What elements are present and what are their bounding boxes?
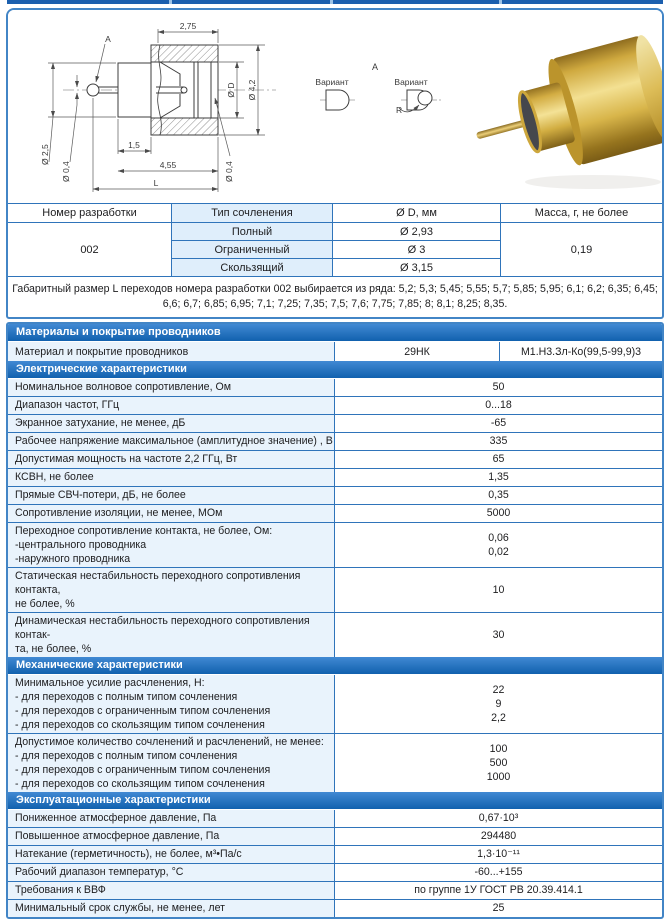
spec-value: [335, 613, 662, 657]
spec-value-line: 30: [492, 629, 505, 641]
spec-value: [335, 846, 662, 863]
spec-label-line: Материал и покрытие проводников: [15, 345, 189, 358]
diameter-cell: Ø 2,93: [332, 222, 500, 240]
spec-row: [8, 468, 662, 486]
section-header: Материалы и покрытие проводников: [8, 324, 662, 341]
radius-label: R: [396, 105, 403, 115]
spec-label-line: Натекание (герметичность), не более, м³•Па/с: [15, 848, 242, 860]
diameter-cell: Ø 3,15: [332, 258, 500, 276]
section-header: Механические характеристики: [8, 657, 662, 674]
variant-2-radius-circle: [418, 91, 432, 105]
spec-value-line: 0,67·10³: [478, 812, 519, 824]
table1-header: Ø D, мм: [332, 204, 500, 222]
spec-value-line: 2,2: [491, 712, 506, 724]
spec-value-line: -65: [490, 417, 507, 429]
spec-value-line: 65: [492, 453, 505, 465]
spec-row: [8, 504, 662, 522]
spec-value: [335, 451, 662, 468]
spec-label-line: Требования к ВВФ: [15, 884, 106, 896]
dim-455: 4,55: [159, 160, 177, 170]
spec-value-line: 5000: [486, 507, 511, 519]
spec-label: [8, 397, 335, 414]
spec-label-line: Минимальный срок службы, не менее, лет: [15, 902, 225, 914]
spec-label-line: Статическая нестабильность переходного сопротивления контакта,: [15, 570, 301, 596]
spec-label-line: Динамическая нестабильность переходного сопротивления контак-: [15, 615, 310, 641]
spec-value-line: 50: [492, 381, 505, 393]
spec-row: [8, 396, 662, 414]
spec-label: [8, 487, 335, 504]
spec-value-line: 0,02: [488, 546, 509, 558]
spec-label: [8, 568, 335, 612]
dimensions-table: [8, 203, 662, 276]
size-note-line1: Габаритный размер L переходов номера разработки 002 выбирается из ряда: 5,2; 5,3; 5,45; 5,55; 5,7; 5,85; 5,95; 6,1; 6,2; 6,35; 6,45;: [12, 283, 658, 295]
variant-1-label: Вариант: [315, 77, 349, 87]
spec-value: [335, 433, 662, 450]
dim-275: 2,75: [179, 21, 197, 31]
spec-value-line: 0...18: [485, 399, 512, 411]
variant-1-shape: [326, 90, 349, 110]
spec-label: [8, 846, 335, 863]
spec-row: [8, 827, 662, 845]
spec-value: М1.Н3.Зл-Ко(99,5-99,9)3: [520, 345, 642, 358]
spec-value: [335, 505, 662, 522]
spec-value-line: 1,3·10⁻¹¹: [477, 848, 520, 860]
spec-values: [335, 342, 662, 361]
mass-cell: 0,19: [500, 222, 662, 276]
spec-row: [8, 809, 662, 827]
dim-04-left: Ø 0,4: [61, 161, 71, 182]
spec-value: [335, 810, 662, 827]
spec-label-line: Переходное сопротивление контакта, не более, Ом:: [15, 525, 273, 537]
variant-2-label: Вариант: [394, 77, 428, 87]
spec-row: [8, 863, 662, 881]
adapter-section-view: [63, 45, 276, 135]
spec-value: [335, 828, 662, 845]
spec-value-line: 1,35: [488, 471, 509, 483]
spec-label: [8, 523, 335, 567]
spec-value: [335, 397, 662, 414]
section-header: Эксплуатационные характеристики: [8, 792, 662, 809]
spec-value: [335, 379, 662, 396]
size-note-line2: 6,6; 6,7; 6,85; 6,95; 7,1; 7,25; 7,35; 7,5; 7,6; 7,75; 7,85; 8; 8,1; 8,25; 8,35.: [162, 298, 508, 310]
spec-label: [8, 613, 335, 657]
dim-25: Ø 2,5: [40, 144, 50, 165]
spec-value: [335, 900, 662, 917]
view-a-label: А: [105, 34, 111, 44]
spec-label: [8, 379, 335, 396]
spec-row: [8, 450, 662, 468]
spec-value-line: 22: [492, 684, 505, 696]
spec-row: [8, 522, 662, 567]
spec-row: [8, 341, 662, 361]
spec-label: [8, 864, 335, 881]
spec-value-line: 10: [492, 584, 505, 596]
spec-value-line: 294480: [480, 830, 517, 842]
spec-value: [335, 882, 662, 899]
spec-label-line: - для переходов с полным типом сочленения: [15, 750, 238, 762]
spec-label-line: не более, %: [15, 598, 75, 610]
spec-value-line: 25: [492, 902, 505, 914]
table1-header: Номер разработки: [42, 207, 137, 219]
spec-value: [335, 734, 662, 792]
dim-04-right: Ø 0,4: [224, 161, 234, 182]
spec-value-line: 9: [495, 698, 502, 710]
diameter-cell: Ø 3: [332, 240, 500, 258]
spec-label-line: - для переходов с ограниченным типом сочленения: [15, 705, 271, 717]
spec-value: [335, 523, 662, 567]
spec-row: [8, 414, 662, 432]
spec-label-line: Повышенное атмосферное давление, Па: [15, 830, 220, 842]
dim-15: 1,5: [128, 140, 140, 150]
spec-value: [335, 487, 662, 504]
variant-views: [315, 62, 443, 115]
spec-value-line: 0,06: [488, 532, 509, 544]
spec-label: [8, 469, 335, 486]
table1-header: Тип сочленения: [171, 204, 332, 222]
size-note: [8, 276, 662, 317]
spec-label-line: - для переходов со скользящим типом сочленения: [15, 778, 265, 790]
spec-row: [8, 845, 662, 863]
spec-value: [335, 864, 662, 881]
variant-view-a-label: А: [371, 62, 379, 72]
dim-d: Ø D: [226, 82, 236, 98]
spec-label: [8, 675, 335, 733]
spec-value: [335, 675, 662, 733]
spec-label-line: Диапазон частот, ГГц: [15, 399, 120, 411]
spec-label: [8, 451, 335, 468]
spec-value: [335, 415, 662, 432]
spec-row: [8, 881, 662, 899]
spec-label-line: Рабочий диапазон температур, °С: [15, 866, 184, 878]
spec-label-line: - для переходов с ограниченным типом сочленения: [15, 764, 271, 776]
coupling-type-cell: Скользящий: [171, 258, 332, 276]
spec-row: [8, 899, 662, 917]
spec-value-line: -60...+155: [474, 866, 523, 878]
spec-label-line: -наружного проводника: [15, 553, 131, 565]
spec-label-line: -центрального проводника: [15, 539, 147, 551]
spec-label-line: Номинальное волновое сопротивление, Ом: [15, 381, 231, 393]
coupling-type-cell: Ограниченный: [171, 240, 332, 258]
dim-l: L: [153, 178, 159, 188]
spec-label-line: Сопротивление изоляции, не менее, МОм: [15, 507, 223, 519]
section-header: Электрические характеристики: [8, 361, 662, 378]
coupling-type-cell: Полный: [171, 222, 332, 240]
spec-label-line: Рабочее напряжение максимальное (амплитудное значение) , В: [15, 435, 333, 447]
spec-label-line: Экранное затухание, не менее, дБ: [15, 417, 186, 429]
technical-drawing-area: [8, 10, 662, 203]
cropped-table-edge: [7, 0, 663, 4]
spec-label: [8, 810, 335, 827]
spec-label: [8, 342, 335, 361]
spec-value: [335, 568, 662, 612]
spec-table: [6, 322, 664, 919]
spec-label-line: Допустимая мощность на частоте 2,2 ГГц, Вт: [15, 453, 238, 465]
spec-row: [8, 733, 662, 792]
spec-value-line: 500: [489, 757, 508, 769]
spec-row: [8, 378, 662, 396]
spec-value-line: 1000: [486, 771, 511, 783]
spec-label-line: КСВН, не более: [15, 471, 94, 483]
connector-photo: [463, 32, 662, 189]
spec-value-line: 0,35: [488, 489, 509, 501]
spec-row: [8, 674, 662, 733]
spec-label: [8, 900, 335, 917]
spec-label: [8, 433, 335, 450]
spec-label-line: Допустимое количество сочленений и расчленений, не менее:: [15, 736, 324, 748]
spec-label: [8, 505, 335, 522]
spec-label: [8, 828, 335, 845]
spec-label-line: Минимальное усилие расчленения, Н:: [15, 677, 205, 689]
spec-row: [8, 612, 662, 657]
spec-label-line: Пониженное атмосферное давление, Па: [15, 812, 217, 824]
dev-number-cell: 002: [8, 222, 171, 276]
spec-label-line: - для переходов со скользящим типом сочленения: [15, 719, 265, 731]
drawing-panel: [6, 8, 664, 319]
spec-value: [335, 469, 662, 486]
technical-drawing-svg: [8, 10, 662, 203]
spec-value-line: 100: [489, 743, 508, 755]
spec-row: [8, 432, 662, 450]
spec-label-line: Прямые СВЧ-потери, дБ, не более: [15, 489, 186, 501]
spec-label: [8, 415, 335, 432]
spec-label-line: та, не более, %: [15, 643, 92, 655]
spec-value-line: по группе 1У ГОСТ РВ 20.39.414.1: [414, 884, 583, 896]
table1-header: Масса, г, не более: [500, 204, 662, 222]
spec-label-line: - для переходов с полным типом сочленения: [15, 691, 238, 703]
spec-label: [8, 882, 335, 899]
spec-row: [8, 486, 662, 504]
spec-value: 29НК: [335, 342, 500, 361]
spec-label: [8, 734, 335, 792]
spec-row: [8, 567, 662, 612]
dim-42: Ø 4,2: [247, 79, 257, 101]
spec-value-line: 335: [489, 435, 508, 447]
